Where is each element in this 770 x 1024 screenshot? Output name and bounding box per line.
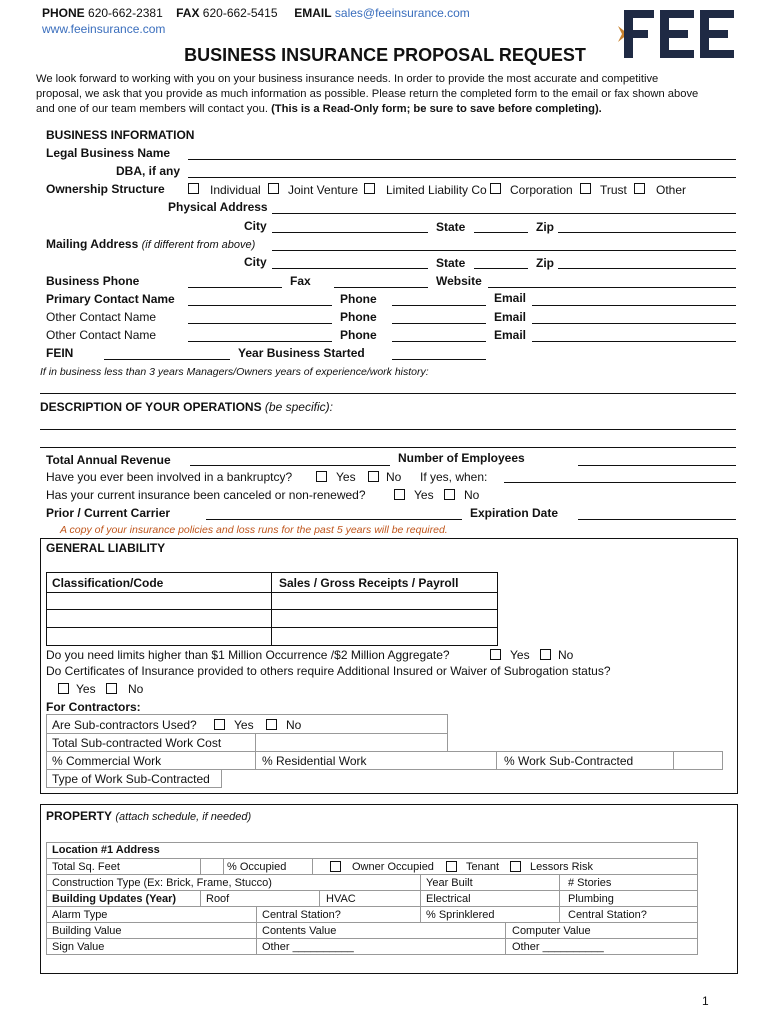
total-sqft-label: Total Sq. Feet bbox=[52, 861, 120, 873]
mailing-note: (if different from above) bbox=[141, 239, 256, 251]
intro-line3: and one of our team members will contact you. bbox=[36, 103, 268, 115]
canceled-yes-checkbox[interactable] bbox=[394, 489, 405, 500]
joint-venture-checkbox[interactable] bbox=[268, 183, 279, 194]
prior-carrier-field[interactable] bbox=[206, 519, 462, 520]
page-number: 1 bbox=[702, 994, 709, 1008]
physical-address-label: Physical Address bbox=[168, 200, 268, 214]
pct-occupied-label: % Occupied bbox=[227, 861, 287, 873]
subcontractors-used-label: Are Sub-contractors Used? bbox=[52, 718, 197, 732]
contents-value-label: Contents Value bbox=[262, 925, 337, 937]
state-field[interactable] bbox=[474, 232, 528, 233]
roof-label: Roof bbox=[206, 893, 230, 905]
if-yes-label: If yes, when: bbox=[420, 470, 488, 484]
canceled-no-label: No bbox=[464, 488, 480, 502]
mailing-zip-field[interactable] bbox=[558, 268, 736, 269]
residential-label: % Residential Work bbox=[262, 754, 367, 768]
corporation-checkbox[interactable] bbox=[490, 183, 501, 194]
sign-value-label: Sign Value bbox=[52, 941, 105, 953]
bankruptcy-no-label: No bbox=[386, 470, 402, 484]
primary-email-label: Email bbox=[494, 291, 527, 305]
subcontractors-no-label: No bbox=[286, 718, 302, 732]
operations-heading-wrap bbox=[40, 400, 333, 414]
state-label: State bbox=[436, 220, 466, 234]
tenant-checkbox[interactable] bbox=[446, 861, 457, 872]
trust-checkbox[interactable] bbox=[580, 183, 591, 194]
phone-label: PHONE bbox=[42, 6, 85, 20]
bankruptcy-yes-checkbox[interactable] bbox=[316, 471, 327, 482]
other-contact-label-2: Other Contact Name bbox=[46, 328, 157, 342]
fein-field[interactable] bbox=[104, 359, 230, 360]
mailing-address-field[interactable] bbox=[272, 250, 736, 251]
canceled-no-checkbox[interactable] bbox=[444, 489, 455, 500]
property-heading: PROPERTY bbox=[46, 809, 113, 823]
intro-readonly-note: (This is a Read-Only form; be sure to save before completing). bbox=[271, 103, 602, 115]
fein-label: FEIN bbox=[46, 346, 74, 360]
property-heading-wrap bbox=[46, 809, 251, 824]
intro-line2: proposal, we ask that you provide as much information as possible. Please return the completed form to the email or fax shown above bbox=[36, 88, 699, 100]
sales-header: Sales / Gross Receipts / Payroll bbox=[279, 576, 459, 590]
fax-field[interactable] bbox=[334, 287, 428, 288]
owner-occupied-checkbox[interactable] bbox=[330, 861, 341, 872]
other-contact-field-1[interactable] bbox=[188, 323, 332, 324]
legal-name-field[interactable] bbox=[188, 159, 736, 160]
llc-checkbox[interactable] bbox=[364, 183, 375, 194]
sprinklered-label: % Sprinklered bbox=[426, 909, 495, 921]
plumbing-label: Plumbing bbox=[568, 893, 614, 905]
other-contact-field-2[interactable] bbox=[188, 341, 332, 342]
zip-label: Zip bbox=[536, 220, 554, 234]
num-employees-field[interactable] bbox=[578, 465, 736, 466]
other-phone-label-2: Phone bbox=[340, 328, 377, 342]
business-info-heading: BUSINESS INFORMATION bbox=[46, 128, 195, 142]
type-subcontracted-label: Type of Work Sub-Contracted bbox=[52, 772, 210, 786]
legal-name-label: Legal Business Name bbox=[46, 146, 171, 160]
intro-text bbox=[36, 72, 698, 117]
limits-yes-checkbox[interactable] bbox=[490, 649, 501, 660]
city-field[interactable] bbox=[272, 232, 428, 233]
dba-field[interactable] bbox=[188, 177, 736, 178]
primary-phone-field[interactable] bbox=[392, 305, 486, 306]
llc-label: Limited Liability Co bbox=[386, 183, 487, 197]
other-contact-label-1: Other Contact Name bbox=[46, 310, 157, 324]
cert-no-label: No bbox=[128, 682, 144, 696]
cert-no-checkbox[interactable] bbox=[106, 683, 117, 694]
mailing-state-field[interactable] bbox=[474, 268, 528, 269]
bankruptcy-yes-label: Yes bbox=[336, 470, 356, 484]
year-built-label: Year Built bbox=[426, 877, 473, 889]
physical-address-field[interactable] bbox=[272, 213, 736, 214]
email-label: EMAIL bbox=[294, 6, 332, 20]
primary-contact-field[interactable] bbox=[188, 305, 332, 306]
general-liability-heading: GENERAL LIABILITY bbox=[46, 541, 166, 555]
other-phone-field-2[interactable] bbox=[392, 341, 486, 342]
other-checkbox[interactable] bbox=[634, 183, 645, 194]
num-employees-label: Number of Employees bbox=[398, 451, 525, 465]
canceled-yes-label: Yes bbox=[414, 488, 434, 502]
joint-venture-label: Joint Venture bbox=[288, 183, 359, 197]
mailing-zip-label: Zip bbox=[536, 256, 554, 270]
work-subcontracted-label: % Work Sub-Contracted bbox=[504, 754, 634, 768]
other-phone-label-1: Phone bbox=[340, 310, 377, 324]
other-email-label-1: Email bbox=[494, 310, 527, 324]
total-revenue-field[interactable] bbox=[190, 465, 390, 466]
electrical-label: Electrical bbox=[426, 893, 471, 905]
other-value-label-1: Other __________ bbox=[262, 941, 354, 953]
subcontractors-yes-checkbox[interactable] bbox=[214, 719, 225, 730]
city-label: City bbox=[244, 219, 267, 233]
mailing-city-label: City bbox=[244, 255, 267, 269]
header-contact-line bbox=[42, 6, 470, 20]
limits-no-checkbox[interactable] bbox=[540, 649, 551, 660]
zip-field[interactable] bbox=[558, 232, 736, 233]
hvac-label: HVAC bbox=[326, 893, 356, 905]
fax-label: FAX bbox=[176, 6, 200, 20]
lessors-risk-checkbox[interactable] bbox=[510, 861, 521, 872]
other-email-label-2: Email bbox=[494, 328, 527, 342]
page-title: BUSINESS INSURANCE PROPOSAL REQUEST bbox=[184, 45, 586, 65]
property-note: (attach schedule, if needed) bbox=[115, 811, 252, 823]
operations-field-2[interactable] bbox=[40, 447, 736, 448]
website-link[interactable]: www.feeinsurance.com bbox=[42, 22, 166, 36]
mailing-address-label: Mailing Address bbox=[46, 237, 139, 251]
website-field[interactable] bbox=[488, 287, 736, 288]
lessors-risk-label: Lessors Risk bbox=[530, 861, 593, 873]
limits-yes-label: Yes bbox=[510, 648, 530, 662]
total-revenue-label: Total Annual Revenue bbox=[46, 453, 171, 467]
total-subcontracted-label: Total Sub-contracted Work Cost bbox=[52, 736, 222, 750]
location-label: Location #1 Address bbox=[52, 844, 160, 856]
commercial-label: % Commercial Work bbox=[52, 754, 162, 768]
certificates-question: Do Certificates of Insurance provided to others require Additional Insured or Waiver of Subrogation status? bbox=[46, 664, 611, 678]
bankruptcy-question: Have you ever been involved in a bankruptcy? bbox=[46, 470, 293, 484]
sqft-field[interactable] bbox=[200, 858, 224, 875]
website-label: Website bbox=[436, 274, 482, 288]
bankruptcy-no-checkbox[interactable] bbox=[368, 471, 379, 482]
contractors-heading: For Contractors: bbox=[46, 700, 141, 714]
primary-email-field[interactable] bbox=[532, 305, 736, 306]
fax-field-label: Fax bbox=[290, 274, 311, 288]
business-phone-label: Business Phone bbox=[46, 274, 140, 288]
copy-required-note: A copy of your insurance policies and loss runs for the past 5 years will be required. bbox=[60, 524, 448, 536]
other-email-field-2[interactable] bbox=[532, 341, 736, 342]
expiration-field[interactable] bbox=[578, 519, 736, 520]
prior-carrier-label: Prior / Current Carrier bbox=[46, 506, 171, 520]
other-email-field-1[interactable] bbox=[532, 323, 736, 324]
computer-value-label: Computer Value bbox=[512, 925, 591, 937]
building-updates-label: Building Updates (Year) bbox=[52, 893, 177, 905]
corporation-label: Corporation bbox=[510, 183, 573, 197]
subcontractors-yes-label: Yes bbox=[234, 718, 254, 732]
tenant-label: Tenant bbox=[466, 861, 500, 873]
experience-field[interactable] bbox=[40, 393, 736, 394]
construction-label: Construction Type (Ex: Brick, Frame, Stucco) bbox=[52, 877, 272, 889]
dba-label: DBA, if any bbox=[116, 164, 181, 178]
alarm-type-label: Alarm Type bbox=[52, 909, 108, 921]
experience-note: If in business less than 3 years Managers/Owners years of experience/work history: bbox=[40, 366, 429, 378]
owner-occupied-label: Owner Occupied bbox=[352, 861, 434, 873]
other-phone-field-1[interactable] bbox=[392, 323, 486, 324]
canceled-question: Has your current insurance been canceled or non-renewed? bbox=[46, 488, 366, 502]
expiration-label: Expiration Date bbox=[470, 506, 559, 520]
mailing-state-label: State bbox=[436, 256, 466, 270]
central-station-label-2: Central Station? bbox=[568, 909, 647, 921]
stories-label: # Stories bbox=[568, 877, 612, 889]
cert-yes-checkbox[interactable] bbox=[58, 683, 69, 694]
year-started-field[interactable] bbox=[392, 359, 486, 360]
primary-contact-label: Primary Contact Name bbox=[46, 292, 175, 306]
mailing-address-label-wrap bbox=[46, 237, 255, 252]
email-link[interactable]: sales@feeinsurance.com bbox=[334, 6, 470, 20]
mailing-city-field[interactable] bbox=[272, 268, 428, 269]
ownership-label: Ownership Structure bbox=[46, 182, 165, 196]
central-station-label-1: Central Station? bbox=[262, 909, 341, 921]
individual-checkbox[interactable] bbox=[188, 183, 199, 194]
primary-phone-label: Phone bbox=[340, 292, 377, 306]
business-phone-field[interactable] bbox=[188, 287, 282, 288]
fax-value: 620-662-5415 bbox=[202, 6, 278, 20]
trust-label: Trust bbox=[600, 183, 627, 197]
building-value-label: Building Value bbox=[52, 925, 122, 937]
operations-note: (be specific): bbox=[264, 400, 333, 414]
classification-header: Classification/Code bbox=[52, 576, 164, 590]
limits-question: Do you need limits higher than $1 Million Occurrence /$2 Million Aggregate? bbox=[46, 648, 450, 662]
operations-field-1[interactable] bbox=[40, 429, 736, 430]
operations-heading: DESCRIPTION OF YOUR OPERATIONS bbox=[40, 400, 262, 414]
phone-value: 620-662-2381 bbox=[88, 6, 163, 20]
year-started-label: Year Business Started bbox=[238, 346, 365, 360]
other-label: Other bbox=[656, 183, 687, 197]
cert-yes-label: Yes bbox=[76, 682, 96, 696]
limits-no-label: No bbox=[558, 648, 574, 662]
individual-label: Individual bbox=[210, 183, 261, 197]
other-value-label-2: Other __________ bbox=[512, 941, 604, 953]
subcontractors-no-checkbox[interactable] bbox=[266, 719, 277, 730]
bankruptcy-when-field[interactable] bbox=[504, 482, 736, 483]
intro-line1: We look forward to working with you on your business insurance needs. In order to provide the most accurate and competitive bbox=[36, 73, 659, 85]
total-subcontracted-field[interactable] bbox=[255, 733, 448, 752]
